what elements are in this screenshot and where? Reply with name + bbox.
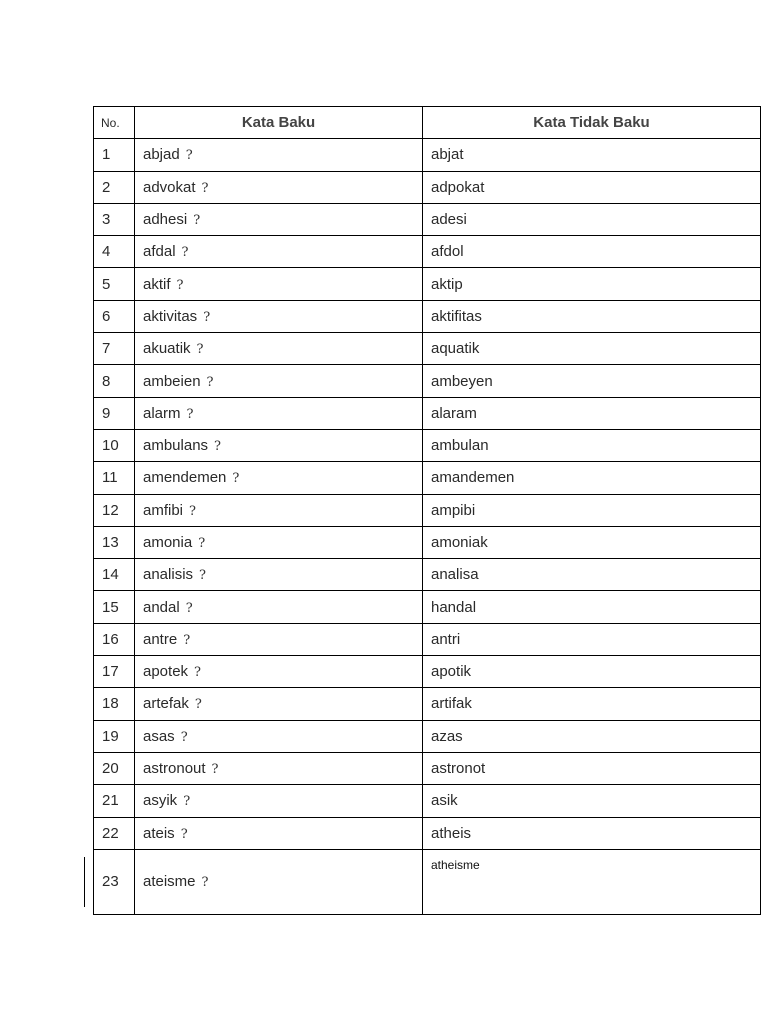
- kata-baku-text: apotek: [143, 663, 189, 681]
- kata-baku-cell: [135, 397, 423, 429]
- kata-tidak-baku-cell: amoniak: [423, 526, 761, 558]
- row-number: 6: [94, 300, 135, 332]
- row-number: 16: [94, 623, 135, 655]
- question-mark-icon: ?: [203, 309, 211, 325]
- kata-baku-cell: [135, 817, 423, 849]
- table-row: [94, 300, 761, 332]
- table-row: [94, 720, 761, 752]
- kata-baku-cell: [135, 139, 423, 171]
- margin-line: [84, 857, 85, 907]
- row-number: 9: [94, 397, 135, 429]
- kata-baku-text: ambulans: [143, 437, 209, 455]
- kata-baku-text: astronout: [143, 760, 206, 778]
- question-mark-icon: ?: [194, 697, 202, 713]
- table-body: [94, 139, 761, 915]
- kata-tidak-baku-cell: adesi: [423, 203, 761, 235]
- kata-baku-cell: [135, 365, 423, 397]
- kata-baku-cell: [135, 333, 423, 365]
- kata-baku-cell: [135, 300, 423, 332]
- row-number: 8: [94, 365, 135, 397]
- row-number: 4: [94, 236, 135, 268]
- question-mark-icon: ?: [201, 180, 209, 196]
- kata-baku-cell: [135, 591, 423, 623]
- question-mark-icon: ?: [185, 148, 193, 164]
- kata-baku-text: asyik: [143, 792, 178, 810]
- kata-tidak-baku-cell: antri: [423, 623, 761, 655]
- kata-baku-text: afdal: [143, 243, 176, 261]
- table-row: [94, 526, 761, 558]
- kata-tidak-baku-cell: asik: [423, 785, 761, 817]
- question-mark-icon: ?: [181, 245, 189, 261]
- row-number: 15: [94, 591, 135, 623]
- table-row: [94, 171, 761, 203]
- question-mark-icon: ?: [199, 568, 207, 584]
- row-number: 21: [94, 785, 135, 817]
- question-mark-icon: ?: [201, 875, 209, 891]
- question-mark-icon: ?: [232, 471, 240, 487]
- kata-baku-cell: [135, 623, 423, 655]
- kata-baku-text: aktivitas: [143, 307, 198, 325]
- word-table: [93, 106, 761, 915]
- table-row: [94, 494, 761, 526]
- kata-tidak-baku-cell: aktifitas: [423, 300, 761, 332]
- row-number: 10: [94, 429, 135, 461]
- kata-tidak-baku-cell: ambulan: [423, 429, 761, 461]
- table-row: [94, 333, 761, 365]
- kata-tidak-baku-cell: artifak: [423, 688, 761, 720]
- kata-baku-cell: [135, 656, 423, 688]
- row-number: 2: [94, 171, 135, 203]
- kata-tidak-baku-cell: ambeyen: [423, 365, 761, 397]
- table-row: [94, 236, 761, 268]
- table-row: [94, 752, 761, 784]
- kata-baku-text: antre: [143, 630, 178, 648]
- kata-baku-text: abjad: [143, 146, 180, 164]
- row-number: 3: [94, 203, 135, 235]
- kata-tidak-baku-cell: analisa: [423, 559, 761, 591]
- row-number: 1: [94, 139, 135, 171]
- table-row: [94, 429, 761, 461]
- question-mark-icon: ?: [211, 762, 219, 778]
- kata-baku-text: adhesi: [143, 211, 188, 229]
- kata-baku-text: ateis: [143, 824, 175, 842]
- kata-tidak-baku-cell: astronot: [423, 752, 761, 784]
- table-row: [94, 591, 761, 623]
- row-number: 14: [94, 559, 135, 591]
- kata-baku-cell: [135, 462, 423, 494]
- question-mark-icon: ?: [194, 665, 202, 681]
- table-row: [94, 817, 761, 849]
- kata-baku-text: amfibi: [143, 501, 184, 519]
- header-kata-baku: Kata Baku: [135, 107, 423, 139]
- kata-baku-text: aktif: [143, 275, 171, 293]
- kata-tidak-baku-cell: atheis: [423, 817, 761, 849]
- kata-baku-text: amonia: [143, 534, 193, 551]
- header-kata-tidak-baku: Kata Tidak Baku: [423, 107, 761, 139]
- kata-tidak-baku-cell: abjat: [423, 139, 761, 171]
- row-number: 5: [94, 268, 135, 300]
- table-row: [94, 559, 761, 591]
- kata-tidak-baku-cell: afdol: [423, 236, 761, 268]
- kata-baku-cell: [135, 494, 423, 526]
- row-number: 19: [94, 720, 135, 752]
- kata-baku-text: ateisme: [143, 873, 196, 891]
- kata-tidak-baku-cell: apotik: [423, 656, 761, 688]
- row-number: 22: [94, 817, 135, 849]
- kata-baku-text: artefak: [143, 695, 189, 713]
- kata-baku-text: analisis: [143, 566, 194, 584]
- question-mark-icon: ?: [186, 406, 194, 422]
- kata-tidak-baku-cell: aktip: [423, 268, 761, 300]
- question-mark-icon: ?: [196, 342, 204, 358]
- kata-tidak-baku-cell: alaram: [423, 397, 761, 429]
- kata-tidak-baku-cell: adpokat: [423, 171, 761, 203]
- kata-tidak-baku-cell: handal: [423, 591, 761, 623]
- kata-baku-cell: [135, 526, 423, 558]
- kata-baku-text: ambeien: [143, 372, 201, 390]
- kata-baku-cell: [135, 720, 423, 752]
- kata-baku-text: asas: [143, 727, 175, 745]
- row-number: 17: [94, 656, 135, 688]
- table-row: [94, 785, 761, 817]
- kata-baku-cell: [135, 559, 423, 591]
- question-mark-icon: ?: [185, 600, 193, 616]
- kata-baku-cell: [135, 268, 423, 300]
- row-number: 23: [94, 849, 135, 914]
- question-mark-icon: ?: [214, 439, 222, 455]
- table-row: [94, 688, 761, 720]
- question-mark-icon: ?: [198, 536, 206, 551]
- row-number: 13: [94, 526, 135, 558]
- kata-baku-cell: [135, 688, 423, 720]
- question-mark-icon: ?: [183, 632, 191, 648]
- kata-tidak-baku-cell: aquatik: [423, 333, 761, 365]
- row-number: 20: [94, 752, 135, 784]
- kata-baku-cell: [135, 752, 423, 784]
- question-mark-icon: ?: [180, 826, 188, 842]
- table-row: [94, 139, 761, 171]
- question-mark-icon: ?: [193, 213, 201, 229]
- row-number: 12: [94, 494, 135, 526]
- kata-baku-text: amendemen: [143, 469, 227, 487]
- table-row: [94, 268, 761, 300]
- kata-tidak-baku-cell: amandemen: [423, 462, 761, 494]
- kata-baku-text: akuatik: [143, 340, 191, 358]
- table-row: [94, 365, 761, 397]
- kata-baku-cell: [135, 849, 423, 914]
- question-mark-icon: ?: [206, 374, 214, 390]
- kata-baku-cell: [135, 429, 423, 461]
- row-number: 7: [94, 333, 135, 365]
- kata-tidak-baku-cell: atheisme: [423, 849, 761, 914]
- kata-baku-cell: [135, 236, 423, 268]
- kata-baku-cell: [135, 785, 423, 817]
- row-number: 18: [94, 688, 135, 720]
- kata-baku-text: andal: [143, 598, 180, 616]
- row-number: 11: [94, 462, 135, 494]
- kata-baku-text: advokat: [143, 178, 196, 196]
- question-mark-icon: ?: [176, 277, 184, 293]
- table-row: [94, 462, 761, 494]
- question-mark-icon: ?: [183, 794, 191, 810]
- question-mark-icon: ?: [189, 503, 196, 519]
- kata-baku-cell: [135, 171, 423, 203]
- kata-tidak-baku-cell: azas: [423, 720, 761, 752]
- kata-baku-text: alarm: [143, 404, 181, 422]
- kata-baku-cell: [135, 203, 423, 235]
- table-row: [94, 397, 761, 429]
- header-no: No.: [94, 107, 135, 139]
- question-mark-icon: ?: [180, 729, 188, 745]
- table-row: [94, 623, 761, 655]
- kata-tidak-baku-cell: ampibi: [423, 494, 761, 526]
- table-row: [94, 656, 761, 688]
- table-row: [94, 849, 761, 914]
- table-row: [94, 203, 761, 235]
- header-row: [94, 107, 761, 139]
